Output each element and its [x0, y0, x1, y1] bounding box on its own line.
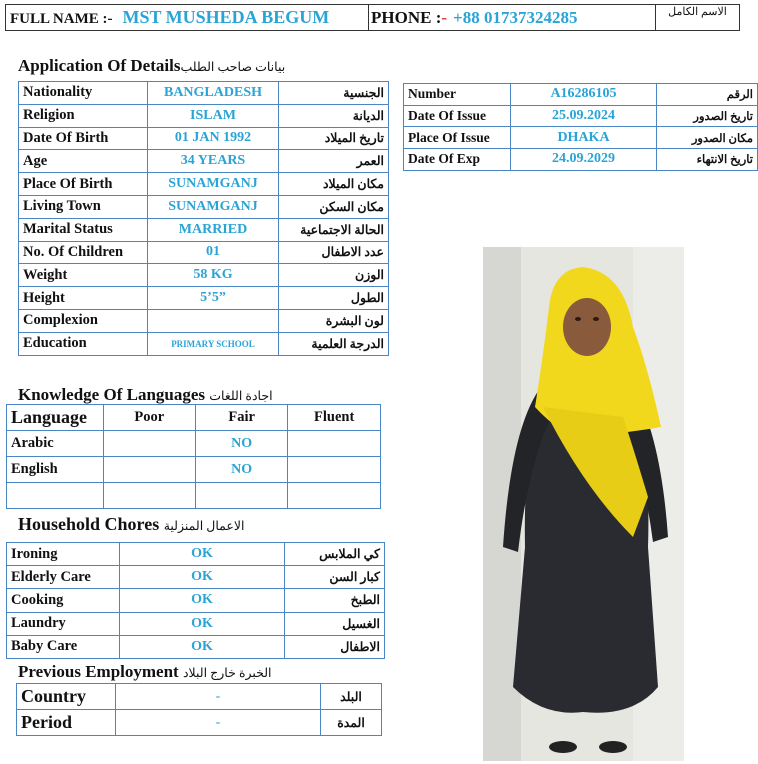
applicant-photo	[483, 247, 684, 761]
languages-header-cell: Poor	[103, 405, 195, 431]
chores-value: OK	[120, 566, 285, 589]
passport-row	[404, 84, 758, 106]
chores-label: Ironing	[7, 543, 120, 566]
passport-label: Date Of Exp	[404, 149, 511, 171]
chores-arabic: الطبخ	[285, 589, 385, 612]
chores-row	[7, 543, 385, 566]
application-value: ISLAM	[148, 104, 279, 127]
passport-label: Date Of Issue	[404, 105, 511, 127]
application-row	[19, 241, 389, 264]
application-value: SUNAMGANJ	[148, 195, 279, 218]
application-label: Marital Status	[19, 218, 148, 241]
passport-table	[403, 83, 758, 171]
languages-header-cell: Fair	[196, 405, 288, 431]
application-label: Living Town	[19, 195, 148, 218]
chores-arabic: كبار السن	[285, 566, 385, 589]
employment-value: -	[116, 684, 321, 710]
employment-title-arabic: الخبرة خارج البلاد	[182, 666, 272, 680]
employment-heading	[18, 662, 272, 682]
phone-dash: -	[441, 7, 448, 27]
full-name-label: FULL NAME :-	[10, 11, 113, 27]
application-row	[19, 332, 389, 355]
employment-label: Period	[17, 710, 116, 736]
application-arabic: الديانة	[279, 104, 389, 127]
application-arabic: تاريخ الميلاد	[279, 127, 389, 150]
application-row	[19, 287, 389, 310]
chores-row	[7, 566, 385, 589]
employment-table	[16, 683, 382, 736]
phone-cell	[369, 5, 656, 31]
header-table	[5, 4, 740, 31]
passport-arabic: تاريخ الانتهاء	[657, 149, 758, 171]
languages-fluent-cell	[288, 431, 381, 457]
languages-heading	[18, 385, 273, 405]
application-label: Religion	[19, 104, 148, 127]
chores-table	[6, 542, 385, 659]
application-arabic: الجنسية	[279, 82, 389, 105]
application-value: 01	[148, 241, 279, 264]
application-row	[19, 309, 389, 332]
chores-value: OK	[120, 612, 285, 635]
languages-empty-cell	[196, 483, 288, 509]
application-arabic: لون البشرة	[279, 309, 389, 332]
application-row	[19, 150, 389, 173]
languages-fair-cell: NO	[196, 457, 288, 483]
application-table	[18, 81, 389, 356]
languages-table	[6, 404, 381, 509]
languages-row	[7, 431, 381, 457]
application-value: 58 KG	[148, 264, 279, 287]
chores-heading	[18, 514, 244, 535]
languages-title: Knowledge Of Languages	[18, 385, 206, 404]
passport-value: A16286105	[511, 84, 657, 106]
chores-row	[7, 635, 385, 658]
chores-value: OK	[120, 635, 285, 658]
application-value: 34 YEARS	[148, 150, 279, 173]
full-name-value: MST MUSHEDA BEGUM	[122, 7, 330, 27]
application-value: 01 JAN 1992	[148, 127, 279, 150]
languages-row	[7, 457, 381, 483]
application-value: SUNAMGANJ	[148, 173, 279, 196]
languages-empty-row	[7, 483, 381, 509]
languages-poor-cell	[103, 431, 195, 457]
employment-arabic: البلد	[321, 684, 382, 710]
chores-row	[7, 589, 385, 612]
chores-value: OK	[120, 589, 285, 612]
passport-label: Number	[404, 84, 511, 106]
chores-arabic: الاطفال	[285, 635, 385, 658]
application-label: Weight	[19, 264, 148, 287]
application-arabic: العمر	[279, 150, 389, 173]
applicant-photo-image	[483, 247, 684, 761]
application-label: No. Of Children	[19, 241, 148, 264]
passport-arabic: مكان الصدور	[657, 127, 758, 149]
application-arabic: الحالة الاجتماعية	[279, 218, 389, 241]
employment-row	[17, 684, 382, 710]
employment-value: -	[116, 710, 321, 736]
chores-title: Household Chores	[18, 514, 160, 534]
chores-label: Cooking	[7, 589, 120, 612]
application-value: BANGLADESH	[148, 82, 279, 105]
application-value	[148, 309, 279, 332]
application-arabic: الوزن	[279, 264, 389, 287]
application-arabic: مكان السكن	[279, 195, 389, 218]
application-label: Complexion	[19, 309, 148, 332]
phone-value: +88 01737324285	[453, 7, 578, 27]
passport-value: 24.09.2029	[511, 149, 657, 171]
application-row	[19, 173, 389, 196]
languages-header-row	[7, 405, 381, 431]
application-heading	[18, 56, 285, 76]
chores-label: Laundry	[7, 612, 120, 635]
chores-value: OK	[120, 543, 285, 566]
application-row	[19, 218, 389, 241]
application-row	[19, 264, 389, 287]
languages-fluent-cell	[288, 457, 381, 483]
application-arabic: مكان الميلاد	[279, 173, 389, 196]
passport-row	[404, 127, 758, 149]
passport-row	[404, 105, 758, 127]
languages-title-arabic: اجادة اللغات	[209, 389, 273, 403]
application-label: Nationality	[19, 82, 148, 105]
languages-language-cell: Arabic	[7, 431, 104, 457]
application-arabic: الدرجة العلمية	[279, 332, 389, 355]
passport-label: Place Of Issue	[404, 127, 511, 149]
application-title-arabic: بيانات صاحب الطلب	[180, 60, 286, 74]
chores-row	[7, 612, 385, 635]
application-title: Application Of Details	[18, 56, 181, 75]
application-row	[19, 127, 389, 150]
chores-title-arabic: الاعمال المنزلية	[163, 519, 245, 533]
application-value: PRIMARY SCHOOL	[148, 332, 279, 355]
passport-arabic: الرقم	[657, 84, 758, 106]
application-row	[19, 82, 389, 105]
chores-arabic: كي الملابس	[285, 543, 385, 566]
employment-label: Country	[17, 684, 116, 710]
application-row	[19, 104, 389, 127]
application-value: MARRIED	[148, 218, 279, 241]
application-arabic: الطول	[279, 287, 389, 310]
chores-label: Elderly Care	[7, 566, 120, 589]
phone-label: PHONE :	[371, 7, 442, 27]
application-label: Height	[19, 287, 148, 310]
languages-poor-cell	[103, 457, 195, 483]
employment-arabic: المدة	[321, 710, 382, 736]
full-name-cell	[6, 5, 369, 31]
passport-value: 25.09.2024	[511, 105, 657, 127]
languages-empty-cell	[7, 483, 104, 509]
languages-fair-cell: NO	[196, 431, 288, 457]
application-label: Place Of Birth	[19, 173, 148, 196]
languages-language-cell: English	[7, 457, 104, 483]
employment-title: Previous Employment	[18, 662, 179, 681]
chores-label: Baby Care	[7, 635, 120, 658]
application-value: 5’5”	[148, 287, 279, 310]
application-arabic: عدد الاطفال	[279, 241, 389, 264]
application-label: Age	[19, 150, 148, 173]
employment-row	[17, 710, 382, 736]
application-label: Date Of Birth	[19, 127, 148, 150]
passport-row	[404, 149, 758, 171]
chores-arabic: الغسيل	[285, 612, 385, 635]
passport-arabic: تاريخ الصدور	[657, 105, 758, 127]
languages-header-cell: Language	[7, 405, 104, 431]
full-name-arabic: الاسم الكامل	[656, 5, 740, 31]
languages-header-cell: Fluent	[288, 405, 381, 431]
passport-value: DHAKA	[511, 127, 657, 149]
application-row	[19, 195, 389, 218]
languages-empty-cell	[288, 483, 381, 509]
application-label: Education	[19, 332, 148, 355]
languages-empty-cell	[103, 483, 195, 509]
